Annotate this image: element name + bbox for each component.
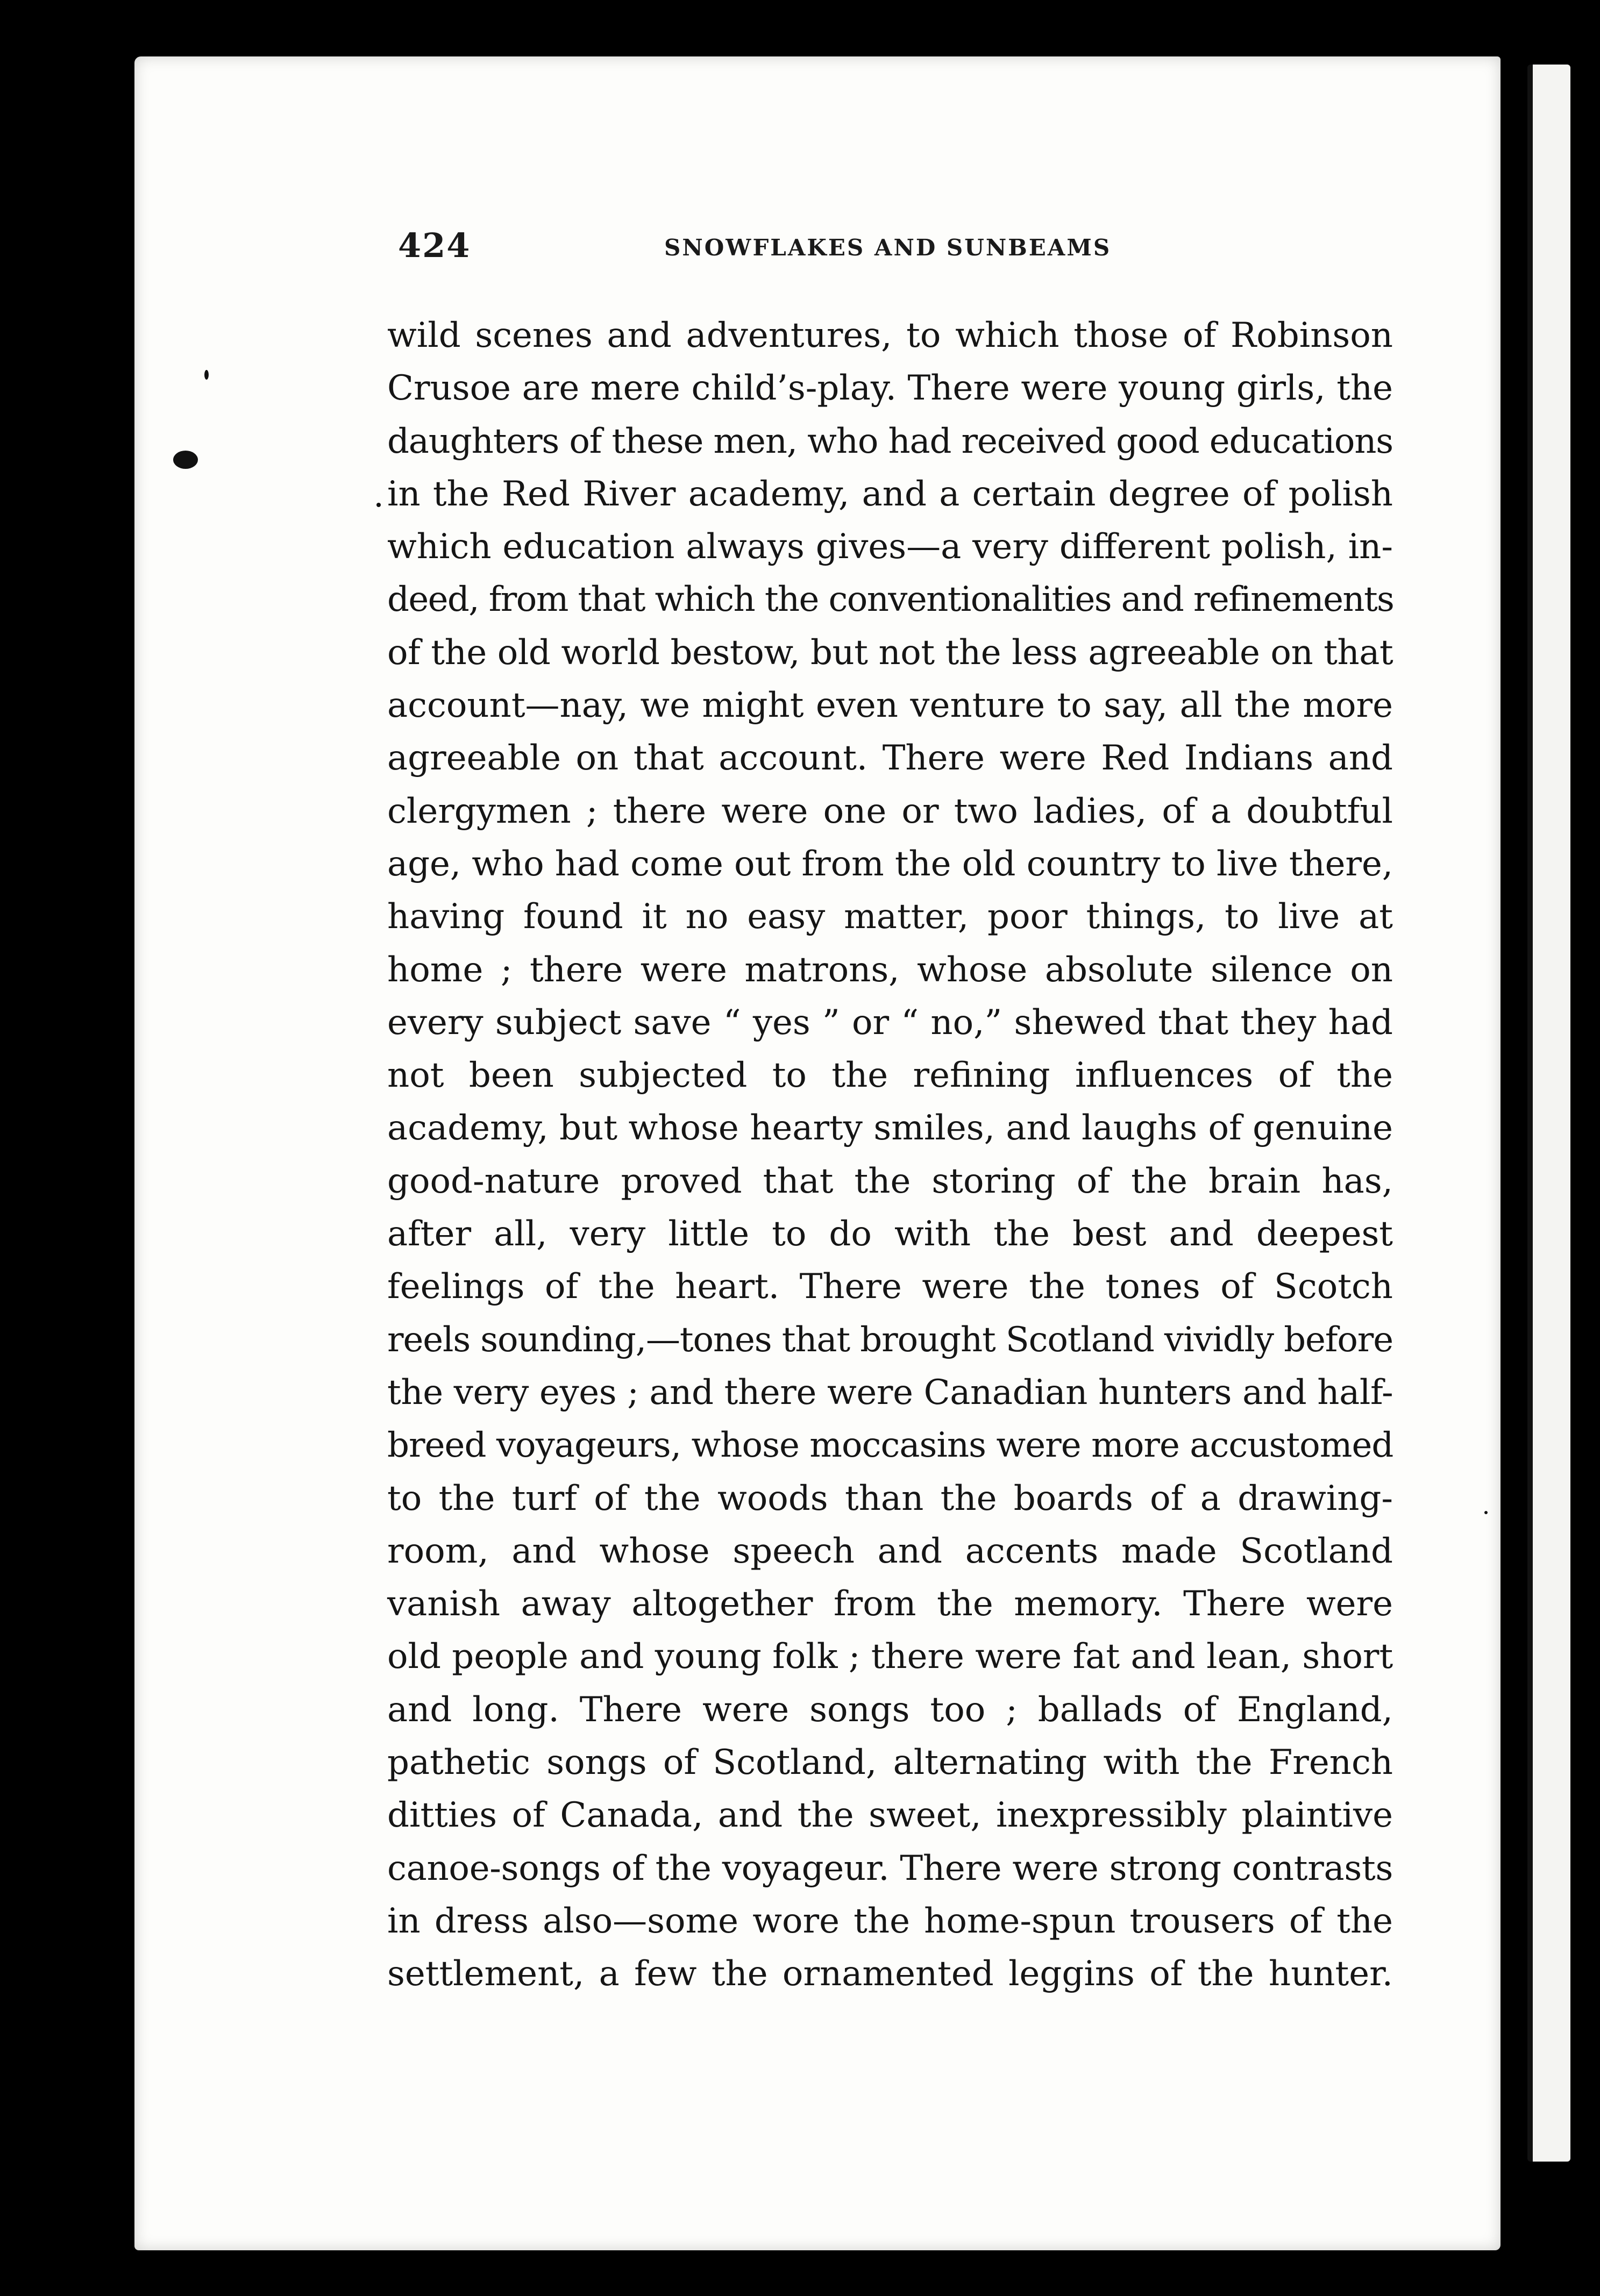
- text-line: reels sounding,—tones that brought Scotland vividly before: [387, 1320, 1393, 1360]
- text-line: good-nature proved that the storing of the brain has,: [387, 1161, 1393, 1201]
- ink-speck: [376, 503, 381, 507]
- text-line: room, and whose speech and accents made Scotland: [387, 1531, 1393, 1571]
- text-line: home ; there were matrons, whose absolute silence on: [387, 950, 1393, 990]
- page-header: [398, 226, 1474, 274]
- ink-speck: [1484, 1511, 1488, 1514]
- text-line: which education always gives—a very different polish, in-: [387, 527, 1393, 567]
- text-line: ditties of Canada, and the sweet, inexpressibly plaintive: [387, 1795, 1393, 1836]
- text-line: settlement, a few the ornamented leggins of the hunter.: [387, 1954, 1393, 1994]
- text-line: clergymen ; there were one or two ladies, of a doubtful: [387, 791, 1393, 831]
- text-line: account—nay, we might even venture to say, all the more: [387, 686, 1393, 726]
- ink-speck: [204, 370, 209, 380]
- text-line: daughters of these men, who had received good educations: [387, 421, 1393, 461]
- running-head: SNOWFLAKES AND SUNBEAMS: [664, 234, 1112, 261]
- text-line: vanish away altogether from the memory. There were: [387, 1584, 1393, 1624]
- text-line: in the Red River academy, and a certain degree of polish: [387, 474, 1393, 514]
- adjacent-page-edge: [1527, 65, 1570, 2162]
- text-line: and long. There were songs too ; ballads of England,: [387, 1689, 1393, 1730]
- body-text: [387, 309, 1393, 2001]
- text-line: to the turf of the woods than the boards of a drawing-: [387, 1478, 1393, 1518]
- text-line: age, who had come out from the old country to live there,: [387, 844, 1393, 884]
- ink-blot: [173, 451, 198, 469]
- text-line: feelings of the heart. There were the tones of Scotch: [387, 1267, 1393, 1307]
- text-line: the very eyes ; and there were Canadian hunters and half-: [387, 1372, 1393, 1413]
- text-line: after all, very little to do with the best and deepest: [387, 1214, 1393, 1254]
- text-line: academy, but whose hearty smiles, and laughs of genuine: [387, 1108, 1393, 1149]
- text-line: in dress also—some wore the home-spun trousers of the: [387, 1901, 1393, 1941]
- text-line: canoe-songs of the voyageur. There were strong contrasts: [387, 1848, 1393, 1888]
- text-line: old people and young folk ; there were fat and lean, short: [387, 1637, 1393, 1677]
- text-line: deed, from that which the conventionalities and refinements: [387, 580, 1394, 620]
- text-line: Crusoe are mere child’s-play. There were young girls, the: [387, 368, 1393, 409]
- text-line: of the old world bestow, but not the less agreeable on that: [387, 632, 1393, 673]
- text-line: breed voyageurs, whose moccasins were more accustomed: [387, 1425, 1393, 1466]
- text-line: not been subjected to the refining influences of the: [387, 1056, 1393, 1096]
- text-line: every subject save “ yes ” or “ no,” shewed that they had: [387, 1002, 1393, 1043]
- text-line: having found it no easy matter, poor things, to live at: [387, 897, 1393, 937]
- text-line: pathetic songs of Scotland, alternating with the French: [387, 1743, 1393, 1783]
- text-line: wild scenes and adventures, to which those of Robinson: [387, 316, 1393, 355]
- page-number: 424: [398, 226, 471, 265]
- text-line: agreeable on that account. There were Red Indians and: [387, 738, 1393, 779]
